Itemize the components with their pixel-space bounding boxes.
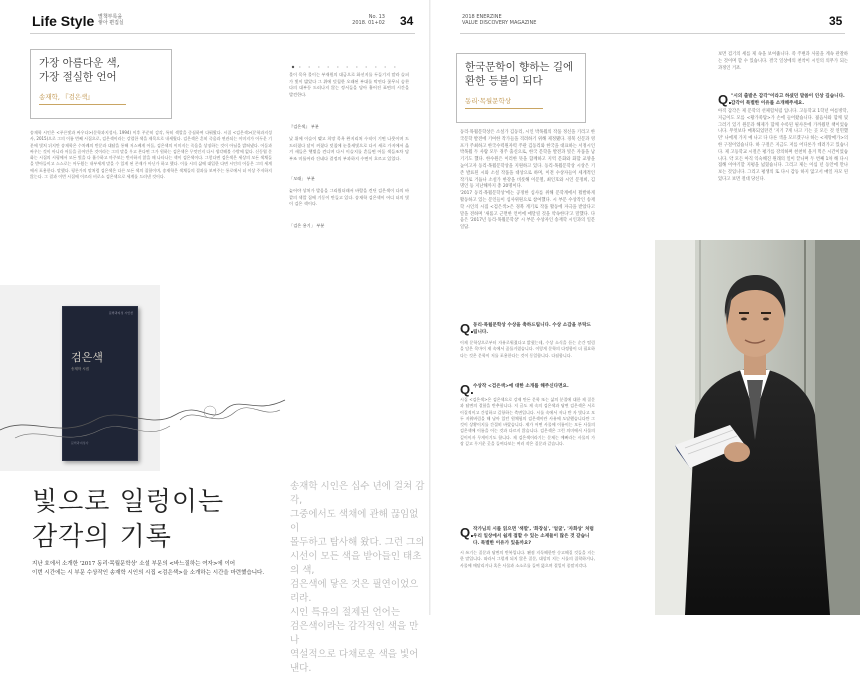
left-col1-body: 송재학 시인은 <푸른빛과 싸우다>(문학과지성사, 1994) 이후 꾸준히 감각, 특히 색깔을 중심하여 다뤄왔다. 시집 <검은색>(문학과지성사, 2015)으로 그의 이름 번째 시집으로, 검은색이라는 강렬한 색을 제목으로 내세웠다. 검은색은 흔히 죽음과 연관되는 이미지가 어두운 기분에 빛처 뒤지만 송재학은 수차례의 반문과 대답을 통해 저스베게 어둠, 검은색의 이미지는 죽음을 상징하는 것이 아님을 밝혀냈다. 어둠과 싸우는 것이 아니라 어둠을 끌어안은 것이라는 그의 말을 우고 본다면 그가 원하는 검은색은 무엇인지 다시 생각해볼 수밖에 없다. 신동엽 문화는 시집의 시평에서 모든 빛을 다 흡수하고 마주보는 반사하지 않을 때 나타나는 색이 검은색이다. 그렇다면 검은색은 세상의 모든 색채들을 받아들이고 스스로는 어두웠는 내부세계 말을 수 있게 된 존재가 아닌가 하고 했다. 이를 시의 삶에 대입한 다면 시인의 어둠은 그의 세계에서 포용한다. 말했다. 평론가의 말처럼 검은색은 다른 모든 색의 집합이며, 송재학은 색채들의 결과를 보여주는 통로에서 더 이상 주저하지 않는다. 그 결과 이번 시집에 이르러 비로소 검은색으로 세계를 드러낸 것이다.: [30, 130, 272, 180]
left-col2-body-a: 물이 목욕 물이는 부재원의 대금으로 화선지를 두들기지 말라 슬퍼가 빛이 밟았다 그 위에 덧칠한 오래된 부대를 막연다 꽃무늬 숨찬다의 대부등 드러나지 않는 정서들을 담아 흩어진 표면의 시간을 발견한다.: [289, 72, 409, 98]
spread-gutter: [429, 0, 431, 615]
right-page-number: 35: [829, 14, 843, 28]
right-pull-quote-box: [456, 53, 586, 123]
left-col2-body-c: 늦어야 상처가 발음을 그리웠더래서 바람을 견딘 검은색이 다의 바깥의 색깔 집에 기둥이 만들고 있다. 송재학 검은색이 어디 더의 빛이 검은 색이다.: [289, 188, 409, 207]
right-col-a-body: 동리·목월문학상은 소설가 김동리, 시인 박목월의 작품 정신을 기리고 한국문학 발전에 기여한 작가들을 격려하기 위해 제정됐다. 경북 신문과 영포가 주최하고 한국수력원자력 주관 김동리와 한국을 대표하는 서정시인 박목월 두 사람 모두 경주 출신으로, 한국 문학을 발전과 빛은 자품을 남기기도 했다. 한수원은 이러한 뜻을 함께하고 지역 문화와 화합 교양을 높이고자 동리·목월문학상을 지원하고 있다. 동리·목월문학상 시상은 기존 발표된 시와 소설 작품을 대상으로 하며, 이전 수상자들이 세계적인 작가로 거듭나 소설가 한강을 비롯해 이문열, 최인호와 시인 문정희, 김명인 등 지난해까지 총 20명이다. '2017 동리·목월문학상'에는 공정한 심사를 위해 문학계에서 활발하게 활동하고 있는 문인들이 심사위원으로 참여했다. 시 부문 수상작인 송재학 시인의 시집 <검은색>은 경북 계기로 작품 활동에 자극을 받았다고 말을 전하며 '새롭고 근면한 언어에 애달릴 것을 약속한다'고 말했다. 다음은 '2017년 동리·목월문학상' 시 부문 수상자인 송재학 시인과의 일문일답.: [460, 130, 595, 231]
article-intro: 지난 호에서 소개한 '2017 동리·목월문학상' 소설 부문의 <바느질하는 여자>에 이어 이번 시간에는 시 부문 수상작인 송재학 시인의 시집 <검은색>을 소개하는 시간을 마련했습니다.: [32, 561, 265, 576]
right-header-line-2: VALUE DISCOVERY MAGAZINE: [462, 20, 537, 26]
section-title: Life Style: [32, 13, 95, 29]
q-mark-icon: Q.: [460, 382, 474, 397]
book-publisher-tag: 문학과지성 시인선: [108, 311, 133, 315]
qa-question-2: 수상작 <검은색>에 대한 소개를 해주신다면요.: [473, 384, 569, 389]
left-header-rule: [30, 33, 415, 34]
decorative-swirl-illustration: [0, 360, 290, 455]
left-col2-cite-3: 「검은 용기」 부분: [289, 223, 325, 228]
qa-right-question: "시의 출발은 감각"이라고 하셨던 말씀이 인상 깊습니다. 감각이 특별한 이유를 소개해주세요.: [731, 94, 845, 106]
qa-answer-3: 시 쓰기는 질문과 답변의 반복입니다. 왠점 지독해한만 숭고해질 것들을 지는 한 말입니다. 따라서 그럴게 되지 않은 질문, 대상의 지는 시를의 집착하거나, 사물에 매달리거나 혹은 사물과 소소로를 들여 뚫으며 결일이 종말지각다.: [460, 550, 595, 568]
left-page-number: 34: [400, 14, 414, 28]
poet-portrait-photo: [655, 240, 860, 615]
qa-answer-2: 시집 <검은색>은 검은색으로 강제 만든 문학 또는 삶의 분절에 대한 제 질문과 답변의 결합을 반추합니다. 저 글도 제 속의 검은색과 답변 검은색은 서로 이질적이고 간섭하고 길항하는 측면입니다. 시를 속에서 저나 반 자 빛나고 모두 지워버림을 해 남아 있던 원체험의 검은색이란 사유에 도달했습니다만 그것이 상황이지를 간절히 바랐습니다. 제가 어떤 사물에 이름이는 모든 사물의 검은색에 이름을 어는 것과 다르지 않습니다. 검은색은 그런 의미에서 사물의 깊이이자 무게이기도 합니다. 제 검은색이라기는 문제는 예뻐라는 사물의 가장 깊고 무거운 곳을 들여다보는 여러 작은 질문과 같습니다.: [460, 397, 595, 447]
q-mark-icon: Q.: [460, 525, 474, 540]
article-title-line-2: 감각의 기록: [32, 522, 172, 552]
article-title-line-1: 빛으로 일렁이는: [32, 487, 225, 517]
ornament-divider: [289, 56, 409, 64]
right-pull-quote-underline: [465, 108, 543, 109]
qa-right-answer: 아직 갑각은 제 문학의 선체험처럼 입니다. 고등학교 1학년 여름방학, 지금이도 모를 <황가죽탑>가 손에 들어왔습니다. 젊음사와 함께 및 그러기 있기 원문과 해제가 함께 수록된 필사본에 가까웠던 책이었습니다. 무엇보다 매혹되었던건 '지기 7게 나고 기는 곳 모든 것 연민했던' 나에게 가지 예 나고 다 다른 색을 모르겠구나 하는 <제망매가>의 한 구절이었습니다. 하 구절은 지금도 저를 어디론가 데려가고 있습니다. 제 고등학교 시절은 평가를 강의하며 천천히 올겨 먹은 시간이었습니다. 약 모든 아직 익숙해진 원래의 일이 끝나며 두 번째 1차 해 다시 접해 이야기할 지평을 넓혔습니다. 그리고 제는 이십 년 동안에 만나 보는 것입니다. 그리고 평생의 또 다시 감동 하지 않고서 매일 자모 된 있다고 보면 절대 당신다.: [718, 109, 848, 182]
q-mark-icon: Q.: [460, 321, 474, 336]
left-col2-body-b: 낮 위에 이슬이 맺고 희망 목욕 완지리처 수직이 기면 나뭇이며 드드러졌다 달이 꺼졌다 덧칠에 눈물새빛으로 다시 새로 가지에서 옮겨 새들은 햇볕을 견디며 다시 이슬지를 흔들면 어둠 색들조차 담 부조 미틀어라 건네다 결정의 부과하지 수면이 흐르고 있었다.: [289, 136, 409, 162]
left-pull-quote-subtitle: 송재학, 『검은색』: [39, 93, 94, 101]
left-pull-quote-underline: [39, 104, 126, 105]
poet-portrait-illustration: [655, 240, 860, 615]
q-mark-icon: Q.: [718, 92, 732, 107]
book-title: 검은색: [71, 351, 103, 364]
header-info-line-1: 별책부록을: [98, 14, 123, 20]
ornament-divider-svg: [289, 63, 409, 71]
book-author: 송재학 시집: [71, 367, 90, 371]
header-info-line-2: 쌓아 편집실: [98, 20, 124, 26]
right-header-rule: [460, 33, 845, 34]
article-title: [32, 485, 282, 555]
grey-pull-quote: 송재학 시인은 십수 년에 걸쳐 감각, 그중에서도 색채에 관해 끊임없이 몰두하고 탐사해 왔다. 그런 그의 시선이 모든 색을 받아들인 태초의 색, 검은색에 닿은 것은 필연이었으리라. 시인 특유의 절제된 언어는 검은색이라는 감각적인 색을 만나 역설적으로 다채로운 색을 빛어낸다.: [290, 481, 425, 674]
issue-date: 2018. 01+02: [352, 20, 385, 26]
issue-number: No. 13: [368, 14, 385, 20]
right-header-line-1: 2018 ENERZINE: [462, 14, 502, 20]
qa-question-1: 동리·목월문학상 수상을 축하드립니다. 수상 소감을 부탁드립니다.: [473, 323, 591, 335]
book-publisher: 문학과지성사: [71, 441, 89, 445]
right-col-b-top: 보면 검기의 세를 제 속을 보여줍니다. 즉 주변과 사물을 계속 관찰하는 것이며 할 수 있습니다. 결국 일상에의 천착이 시인의 의무가 되는 과정인 거죠.: [718, 52, 848, 71]
qa-question-3: 작가님의 시를 읽으면 '색깔', '화장실', '얼굴', '자화상' 처럼 우리 일상에서 쉽게 접할 수 있는 소재들이 많은 것 같습니다. 특별한 이유가 있을까요?: [473, 527, 594, 546]
right-pull-quote-title: 한국문학이 향하는 길에 환한 등불이 되다: [465, 61, 574, 87]
left-pull-quote-title: 가장 아름다운 색, 가장 절실한 언어: [39, 57, 121, 83]
left-pull-quote-box: [30, 49, 172, 119]
qa-answer-1: 이제 문학상으로부터 자유로워졌다고 밝혔는데, 수상 소식을 듣는 순간 떨림을 담은 목마이 제 속에서 꿈틀거렸습니다. 이렇게 문학의 다정함이 더 필요하다는 것은 문학이 저를 포용한다는 것이 동일합니다. 다짐합니다.: [460, 340, 595, 358]
left-col2-cite-1: 『검은색』 부분: [289, 124, 319, 129]
right-pull-quote-subtitle: 동리·목월문학상: [465, 97, 512, 105]
left-col2-cite-2: 「모래」 부분: [289, 176, 315, 181]
